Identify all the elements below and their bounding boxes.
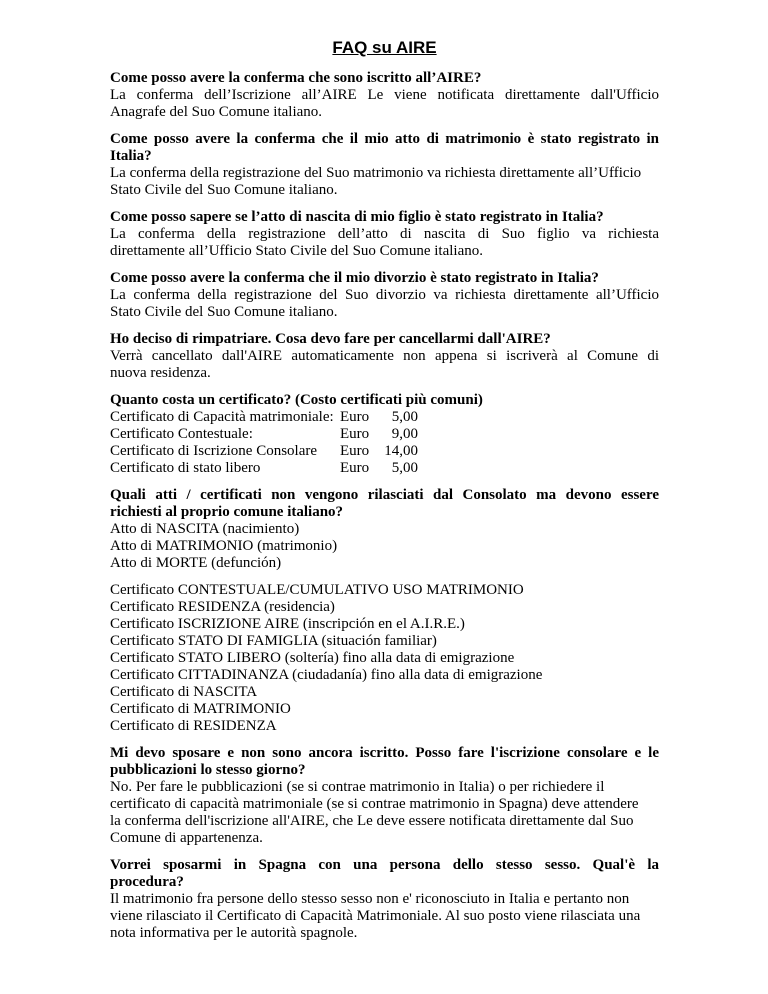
list-item: Atto di MORTE (defunción) bbox=[110, 555, 282, 571]
answer-line: La conferma dell’Iscrizione all’AIRE Le viene notificata direttamente dall'Ufficio bbox=[110, 87, 659, 103]
certificate-name: Certificato di Capacità matrimoniale: bbox=[110, 409, 334, 425]
atti-list bbox=[110, 521, 659, 572]
list-item: Certificato STATO LIBERO (soltería) fino alla data di emigrazione bbox=[110, 650, 515, 666]
question: Come posso avere la conferma che il mio divorzio è stato registrato in Italia? bbox=[110, 270, 599, 286]
answer-line: No. Per fare le pubblicazioni (se si contrae matrimonio in Italia) o per richiedere il bbox=[110, 779, 605, 795]
faq-item-birth-registration bbox=[110, 209, 659, 260]
certificati-list bbox=[110, 582, 659, 735]
answer-line: Comune di appartenenza. bbox=[110, 830, 263, 846]
answer-line: viene rilasciato il Certificato di Capacità Matrimoniale. Al suo posto viene rilasciata una bbox=[110, 908, 641, 924]
faq-item-marriage-registration bbox=[110, 131, 659, 199]
question-line: Mi devo sposare e non sono ancora iscritto. Posso fare l'iscrizione consolare e le bbox=[110, 745, 659, 761]
list-item: Certificato ISCRIZIONE AIRE (inscripción en el A.I.R.E.) bbox=[110, 616, 465, 632]
page-title: FAQ su AIRE bbox=[332, 38, 437, 57]
question bbox=[110, 857, 659, 891]
answer bbox=[110, 348, 659, 382]
certificate-name: Certificato di stato libero bbox=[110, 460, 261, 476]
question-line: pubblicazioni lo stesso giorno? bbox=[110, 762, 306, 778]
currency: Euro bbox=[340, 426, 370, 442]
cost-row bbox=[110, 409, 418, 426]
faq-item-documents-from-comune bbox=[110, 487, 659, 735]
answer bbox=[110, 779, 659, 847]
certificate-name: Certificato Contestuale: bbox=[110, 426, 253, 442]
question bbox=[110, 131, 659, 165]
list-item: Certificato CITTADINANZA (ciudadanía) fino alla data di emigrazione bbox=[110, 667, 543, 683]
answer bbox=[110, 226, 659, 260]
answer-line: la conferma dell'iscrizione all'AIRE, che Le deve essere notificata direttamente dal Suo bbox=[110, 813, 634, 829]
faq-item-marriage-not-registered bbox=[110, 745, 659, 847]
list-item: Certificato CONTESTUALE/CUMULATIVO USO MATRIMONIO bbox=[110, 582, 524, 598]
list-item: Certificato di RESIDENZA bbox=[110, 718, 277, 734]
currency: Euro bbox=[340, 443, 370, 459]
question bbox=[110, 487, 659, 521]
list-item: Atto di NASCITA (nacimiento) bbox=[110, 521, 300, 537]
cost-row bbox=[110, 443, 418, 460]
answer-line: Anagrafe del Suo Comune italiano. bbox=[110, 104, 323, 120]
answer-line: Stato Civile del Suo Comune italiano. bbox=[110, 182, 338, 198]
answer-line: certificato di capacità matrimoniale (se si contrae matrimonio in Spagna) deve attendere bbox=[110, 796, 639, 812]
answer bbox=[110, 87, 659, 121]
question: Ho deciso di rimpatriare. Cosa devo fare per cancellarmi dall'AIRE? bbox=[110, 331, 551, 347]
question-line: Italia? bbox=[110, 148, 152, 164]
currency: Euro bbox=[340, 409, 370, 425]
question-line: Vorrei sposarmi in Spagna con una persona dello stesso sesso. Qual'è la bbox=[110, 857, 659, 873]
amount: 14,00 bbox=[384, 443, 418, 459]
answer-line: La conferma della registrazione dell’atto di nascita di Suo figlio va richiesta bbox=[110, 226, 659, 242]
faq-item-same-sex-marriage bbox=[110, 857, 659, 942]
faq-document bbox=[110, 38, 659, 952]
answer bbox=[110, 165, 659, 199]
answer bbox=[110, 287, 659, 321]
cost-row bbox=[110, 426, 418, 443]
answer-line: nuova residenza. bbox=[110, 365, 211, 381]
answer bbox=[110, 891, 659, 942]
faq-item-certificate-costs bbox=[110, 392, 659, 477]
question: Come posso avere la conferma che sono iscritto all’AIRE? bbox=[110, 70, 482, 86]
cost-row bbox=[110, 460, 418, 477]
question-line: procedura? bbox=[110, 874, 184, 890]
question: Come posso sapere se l’atto di nascita di mio figlio è stato registrato in Italia? bbox=[110, 209, 604, 225]
answer-line: Stato Civile del Suo Comune italiano. bbox=[110, 304, 338, 320]
question-line: Come posso avere la conferma che il mio atto di matrimonio è stato registrato in bbox=[110, 131, 659, 147]
currency: Euro bbox=[340, 460, 370, 476]
faq-item-divorce-registration bbox=[110, 270, 659, 321]
certificate-name: Certificato di Iscrizione Consolare bbox=[110, 443, 318, 459]
question bbox=[110, 745, 659, 779]
amount: 5,00 bbox=[391, 460, 418, 476]
question-line: richiesti al proprio comune italiano? bbox=[110, 504, 344, 520]
answer-line: La conferma della registrazione del Suo divorzio va richiesta direttamente all’Ufficio bbox=[110, 287, 659, 303]
amount: 9,00 bbox=[391, 426, 418, 442]
list-item: Atto di MATRIMONIO (matrimonio) bbox=[110, 538, 338, 554]
answer-line: Verrà cancellato dall'AIRE automaticamente non appena si iscriverà al Comune di bbox=[110, 348, 659, 364]
list-item: Certificato STATO DI FAMIGLIA (situación familiar) bbox=[110, 633, 437, 649]
answer-line: nota informativa per le autorità spagnole. bbox=[110, 925, 358, 941]
question-line: Quali atti / certificati non vengono rilasciati dal Consolato ma devono essere bbox=[110, 487, 659, 503]
answer-line: La conferma della registrazione del Suo matrimonio va richiesta direttamente all’Ufficio bbox=[110, 165, 642, 181]
list-item: Certificato RESIDENZA (residencia) bbox=[110, 599, 335, 615]
list-item: Certificato di MATRIMONIO bbox=[110, 701, 291, 717]
faq-item-repatriation bbox=[110, 331, 659, 382]
faq-item-aire-confirmation bbox=[110, 70, 659, 121]
cost-table bbox=[110, 409, 418, 477]
amount: 5,00 bbox=[391, 409, 418, 425]
list-item: Certificato di NASCITA bbox=[110, 684, 258, 700]
answer-line: Il matrimonio fra persone dello stesso sesso non e' riconosciuto in Italia e pertanto non bbox=[110, 891, 630, 907]
answer-line: direttamente all’Ufficio Stato Civile del Suo Comune italiano. bbox=[110, 243, 483, 259]
question: Quanto costa un certificato? (Costo certificati più comuni) bbox=[110, 392, 483, 408]
